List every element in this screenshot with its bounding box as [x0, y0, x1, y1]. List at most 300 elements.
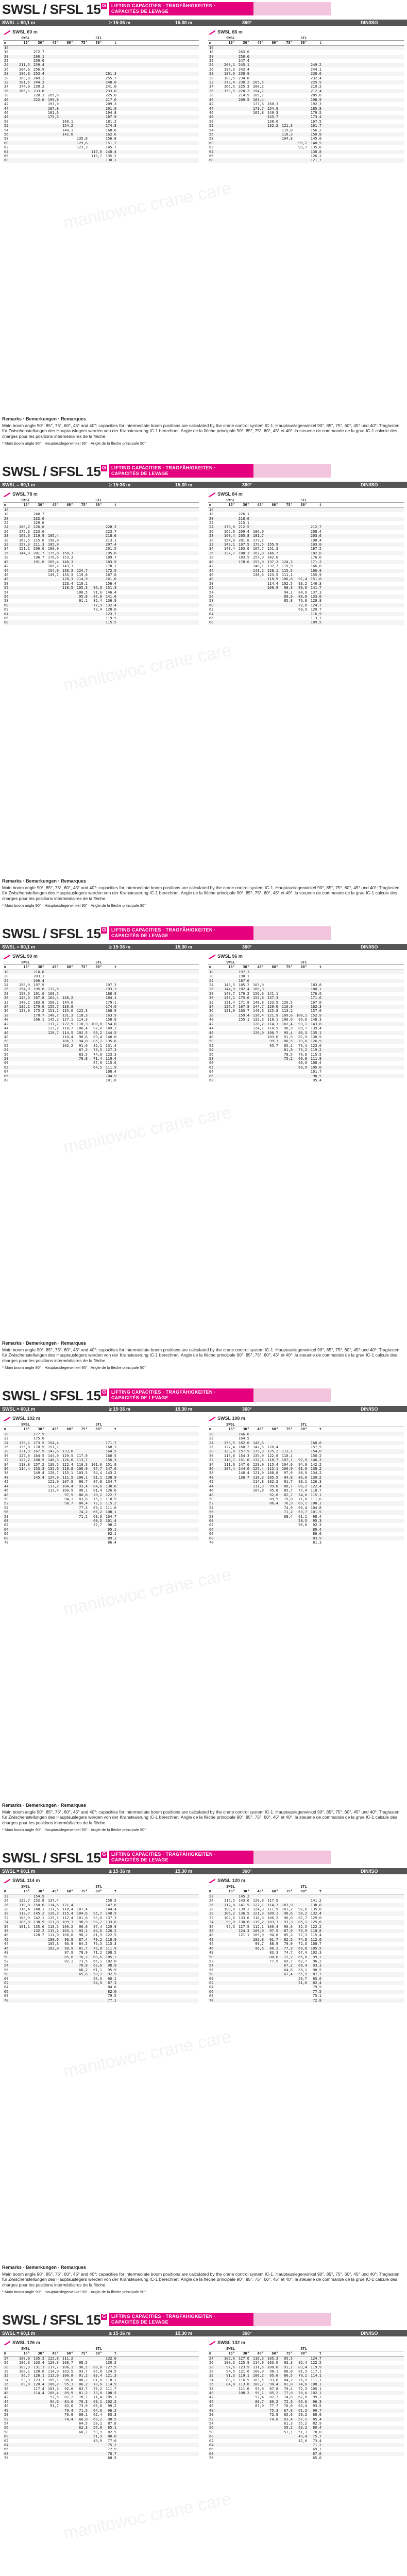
table-row	[3, 145, 199, 149]
table-row	[208, 89, 404, 93]
table-cell	[293, 1454, 308, 1458]
table-cell: 118,1	[267, 1018, 278, 1022]
table-cell	[45, 128, 59, 132]
table-cell	[59, 1536, 74, 1540]
table-cell: 93,5	[313, 2404, 321, 2409]
table-cell: 54,0	[93, 1980, 102, 1985]
table-cell: 109,1	[267, 1911, 278, 1916]
table-cell	[45, 46, 59, 50]
table-cell	[221, 1476, 235, 1480]
table-row	[3, 1506, 199, 1510]
table-cell	[250, 2443, 264, 2447]
table-cell: 135,6	[33, 1924, 44, 1929]
table-cell: 82,0	[64, 2404, 73, 2409]
table-cell: 76,9	[64, 2413, 73, 2417]
table-cell: 121,7	[310, 158, 321, 163]
table-cell	[279, 115, 293, 119]
group-header-cell	[74, 960, 88, 964]
table-cell: 44	[209, 2399, 214, 2404]
table-cell	[235, 2447, 250, 2451]
table-cell: 79,5	[108, 1994, 116, 1998]
table-cell	[88, 564, 103, 568]
table-cell: 34	[4, 2378, 9, 2382]
model-badge: G	[101, 1852, 107, 1858]
remarks-footnote: * Main boom angle 90° · Hauptauslegerwinkel 90° · Angle de la flèche principale 90°	[2, 903, 146, 908]
table-cell: 96,3	[313, 2399, 321, 2404]
table-cell: 52	[209, 586, 214, 590]
table-cell: 115,2	[47, 1929, 59, 1934]
column-header-cell: m	[4, 1889, 7, 1894]
table-cell	[45, 979, 59, 983]
table-cell: 40	[4, 97, 9, 102]
table-cell: 171,7	[252, 106, 264, 111]
table-cell: 119,9	[281, 564, 293, 569]
table-cell: 179,2	[238, 991, 249, 996]
table-cell	[45, 2417, 59, 2421]
table-row	[208, 2439, 404, 2443]
table-cell: 166,1	[19, 89, 30, 93]
table-row	[3, 1528, 199, 1532]
table-cell: 121,3	[281, 124, 293, 128]
left-config-text: SWSL 126 m	[12, 2340, 40, 2345]
table-cell	[30, 1074, 45, 1078]
table-cell	[322, 987, 336, 991]
table-cell: 97,5	[64, 1493, 73, 1497]
table-cell	[264, 512, 279, 516]
table-cell	[322, 508, 336, 512]
table-cell: 30	[4, 996, 9, 1001]
table-cell: 89,4	[93, 1035, 102, 1039]
table-cell	[235, 2413, 250, 2417]
table-cell: 75,2	[284, 1056, 293, 1061]
table-row	[208, 145, 404, 149]
table-cell: 32	[4, 80, 9, 85]
table-cell: 115,7	[224, 1458, 235, 1463]
table-cell	[59, 84, 74, 89]
table-cell	[30, 1946, 45, 1951]
table-cell	[264, 150, 279, 154]
table-cell: 64	[209, 612, 214, 616]
table-cell: 105,5	[267, 1475, 278, 1480]
table-cell: 107,8	[252, 1488, 264, 1493]
table-cell	[117, 525, 131, 529]
table-cell	[293, 979, 308, 983]
table-cell	[30, 1497, 45, 1501]
table-cell: 52	[4, 1043, 9, 1048]
table-cell	[117, 569, 131, 573]
column-header-cell: t	[114, 965, 116, 970]
model-badge: G	[101, 2314, 107, 2320]
table-cell	[30, 620, 45, 624]
table-row	[208, 1009, 404, 1013]
table-cell: 49,4	[298, 2434, 307, 2439]
table-cell	[30, 154, 45, 158]
group-header-cell: STL	[95, 1885, 102, 1889]
table-cell: 217,0	[105, 97, 116, 102]
table-cell	[250, 46, 264, 50]
table-cell: 62	[4, 1980, 9, 1985]
table-cell	[117, 2365, 131, 2369]
table-cell: 30	[4, 1453, 9, 1458]
table-cell: 62	[209, 2438, 214, 2443]
right-capacity-table	[208, 952, 404, 1082]
table-cell	[88, 1005, 103, 1009]
table-row	[3, 1022, 199, 1026]
table-cell	[103, 1432, 117, 1436]
table-row	[208, 72, 404, 76]
table-cell	[74, 2357, 88, 2361]
table-cell: 162,6	[105, 132, 116, 137]
table-cell	[221, 1074, 235, 1078]
table-cell	[279, 992, 293, 996]
table-cell	[264, 1523, 279, 1527]
table-cell	[322, 1484, 336, 1488]
table-cell: 112,1	[267, 1467, 278, 1471]
table-cell: 52	[4, 1959, 9, 1963]
table-cell	[221, 50, 235, 54]
table-row	[3, 2447, 199, 2451]
table-cell	[59, 2456, 74, 2460]
table-cell	[235, 1484, 250, 1488]
table-cell: 111,2	[62, 2356, 73, 2361]
table-cell	[117, 1458, 131, 1462]
table-cell	[293, 547, 308, 551]
table-cell	[45, 1994, 59, 1998]
table-cell	[264, 1065, 279, 1070]
group-header-cell	[59, 1422, 74, 1427]
table-cell: 87,0	[255, 2404, 264, 2409]
table-cell	[74, 2434, 88, 2438]
table-cell	[279, 50, 293, 54]
table-cell: 76,9	[284, 1501, 293, 1506]
table-cell	[235, 1488, 250, 1493]
table-cell: 83,6	[79, 1497, 88, 1501]
watermark-text: manitowoc crane care	[61, 2488, 233, 2544]
table-cell: 117,5	[267, 1899, 278, 1903]
table-cell: 145,2	[33, 1911, 44, 1916]
table-cell: 50	[209, 1955, 214, 1959]
table-cell	[59, 974, 74, 978]
table-cell: 94,5	[226, 2369, 235, 2374]
table-cell: 151,3	[267, 547, 278, 551]
table-cell	[16, 1929, 30, 1933]
table-cell: 24	[4, 1899, 9, 1903]
table-group-header	[3, 1422, 199, 1427]
right-config-label	[208, 1876, 404, 1885]
table-cell	[264, 620, 279, 624]
table-cell	[59, 2430, 74, 2434]
table-cell	[30, 1972, 45, 1976]
table-cell: 76,8	[298, 599, 307, 603]
table-cell	[293, 1078, 308, 1082]
table-cell	[322, 1938, 336, 1942]
table-cell: 122,5	[105, 1933, 116, 1938]
table-cell: 44	[209, 1942, 214, 1946]
table-cell: 98,6	[284, 1911, 293, 1916]
table-cell	[308, 59, 322, 63]
table-cell	[16, 1074, 30, 1078]
table-cell	[59, 145, 74, 149]
table-cell: 151,2	[105, 141, 116, 145]
table-cell	[322, 1432, 336, 1436]
table-cell: 83,5	[79, 1052, 88, 1057]
table-cell	[16, 1018, 30, 1022]
table-row	[208, 1061, 404, 1065]
table-cell: 78,6	[93, 2382, 102, 2387]
table-cell	[45, 2421, 59, 2426]
table-row	[3, 76, 199, 80]
table-cell	[235, 124, 250, 128]
table-cell	[279, 2456, 293, 2460]
table-cell	[74, 128, 88, 132]
table-cell: 102,6	[224, 1916, 235, 1920]
table-cell	[30, 2447, 45, 2451]
table-cell	[103, 517, 117, 521]
table-row	[208, 137, 404, 141]
table-cell: 93,2	[93, 1030, 102, 1035]
table-cell	[322, 98, 336, 102]
table-cell: 162,6	[238, 1440, 249, 1445]
table-cell	[45, 1998, 59, 2003]
table-cell: 201,9	[105, 106, 116, 111]
table-cell: 52	[209, 1959, 214, 1963]
table-cell: 66	[209, 2447, 214, 2452]
table-cell: 134,5	[47, 1903, 59, 1907]
table-cell: 26	[209, 67, 214, 72]
table-cell	[45, 1053, 59, 1057]
table-cell: 96,3	[93, 586, 102, 590]
table-cell: 195,6	[105, 551, 116, 555]
table-cell: 170,6	[47, 555, 59, 560]
left-config-label	[3, 28, 199, 36]
table-cell: 93,1	[298, 1022, 307, 1026]
table-row	[3, 992, 199, 996]
table-cell	[250, 616, 264, 620]
table-cell: 99,0	[226, 1920, 235, 1925]
table-cell: 62	[209, 145, 214, 150]
group-header-cell: STL	[95, 2347, 102, 2351]
table-cell: 56	[4, 2426, 9, 2430]
table-cell	[264, 128, 279, 132]
table-cell: 96,0	[79, 1924, 88, 1929]
table-cell	[279, 111, 293, 115]
table-cell: 168,3	[105, 1445, 116, 1450]
table-row	[3, 93, 199, 97]
model-title: SWSL / SFSL 15	[2, 464, 101, 479]
table-cell	[117, 2413, 131, 2417]
table-row	[208, 1515, 404, 1519]
table-cell	[221, 1985, 235, 1989]
table-cell	[221, 2443, 235, 2447]
table-cell: 115,2	[105, 1501, 116, 1506]
column-header-cell: 15°	[228, 965, 235, 970]
table-row	[208, 620, 404, 624]
table-cell: 24	[209, 2356, 214, 2361]
table-cell: 121,6	[238, 2369, 249, 2374]
table-cell	[293, 158, 308, 162]
table-cell	[45, 2413, 59, 2417]
table-row	[3, 1436, 199, 1440]
table-cell	[250, 1044, 264, 1048]
group-header-cell	[264, 498, 279, 502]
table-cell	[235, 1057, 250, 1061]
column-header-cell: 75°	[286, 1889, 293, 1894]
right-capacity-table	[208, 1876, 404, 2003]
table-cell: 100,6	[267, 2365, 278, 2369]
table-row	[3, 128, 199, 132]
table-cell	[322, 1057, 336, 1061]
table-cell: 230,2	[238, 80, 249, 85]
table-cell	[250, 158, 264, 162]
table-cell: 165,8	[252, 110, 264, 115]
table-cell	[45, 2434, 59, 2438]
table-cell	[117, 158, 131, 162]
table-row	[3, 1925, 199, 1929]
table-cell	[16, 120, 30, 124]
table-cell	[45, 612, 59, 616]
table-cell	[117, 1432, 131, 1436]
table-row	[3, 1005, 199, 1009]
table-column-header	[208, 1427, 404, 1432]
table-cell: 70	[4, 1998, 9, 2003]
table-cell	[74, 983, 88, 987]
table-cell: 157,5	[310, 1445, 321, 1450]
table-cell	[88, 620, 103, 624]
watermark-text: manitowoc crane care	[61, 1102, 233, 1158]
table-row	[208, 1501, 404, 1505]
table-cell: 143,6	[238, 1899, 249, 1903]
table-cell: 86,4	[108, 1540, 116, 1545]
table-cell: 36	[4, 1924, 9, 1929]
table-cell: 160,9	[33, 1458, 44, 1463]
table-cell: 142,0	[62, 132, 73, 137]
table-cell: 100,8	[91, 1022, 102, 1026]
table-cell	[322, 1990, 336, 1994]
table-cell	[279, 80, 293, 84]
table-cell: 53,7	[298, 1976, 307, 1981]
table-cell: 226,1	[238, 512, 249, 517]
table-cell: 72,8	[313, 1998, 321, 2003]
table-row	[3, 1916, 199, 1920]
table-row	[3, 2452, 199, 2456]
table-cell	[308, 979, 322, 983]
table-cell: 115,5	[224, 1899, 235, 1903]
table-cell: 93,4	[79, 1484, 88, 1488]
table-cell: 177,9	[33, 1432, 44, 1436]
table-cell	[250, 1506, 264, 1510]
table-cell: 48	[209, 1951, 214, 1955]
header-banner-fill	[253, 464, 331, 478]
table-row	[3, 1013, 199, 1018]
table-cell: 183,5	[238, 555, 249, 560]
table-cell: 171,6	[310, 996, 321, 1001]
table-cell	[117, 979, 131, 983]
table-cell	[117, 1515, 131, 1519]
table-cell: 76,5	[93, 1942, 102, 1946]
table-cell	[235, 2439, 250, 2443]
table-cell: 60,9	[298, 1065, 307, 1070]
table-cell	[221, 1065, 235, 1070]
table-cell	[45, 607, 59, 612]
table-cell: 228,3	[105, 525, 116, 530]
table-cell	[30, 1998, 45, 2003]
table-cell	[279, 1061, 293, 1065]
table-cell	[16, 1044, 30, 1048]
table-cell	[279, 555, 293, 560]
table-cell	[16, 582, 30, 586]
table-cell	[221, 586, 235, 590]
table-cell: 147,6	[47, 1449, 59, 1454]
watermark-text: manitowoc crane care	[61, 178, 233, 233]
table-row	[208, 616, 404, 620]
table-cell	[30, 573, 45, 577]
table-cell: 138,9	[105, 1475, 116, 1480]
column-header-cell: 30°	[38, 1889, 44, 1894]
table-cell	[16, 2395, 30, 2399]
table-cell	[279, 1074, 293, 1078]
table-row	[3, 1920, 199, 1924]
table-cell	[264, 1436, 279, 1440]
table-cell: 90,6	[284, 1924, 293, 1929]
table-cell: 26	[209, 2361, 214, 2365]
table-cell: 64	[4, 149, 9, 154]
column-header-cell: 75°	[81, 965, 88, 970]
table-cell	[322, 1519, 336, 1523]
table-cell: 72,3	[284, 2399, 293, 2404]
table-cell: 115,4	[310, 1933, 321, 1938]
table-cell	[235, 115, 250, 119]
table-cell: 60	[4, 1976, 9, 1981]
table-cell	[264, 1540, 279, 1545]
table-cell: 97,9	[255, 2386, 264, 2391]
table-cell: 30	[209, 1911, 214, 1916]
table-cell	[264, 599, 279, 603]
table-cell	[59, 1048, 74, 1052]
table-cell: 118,4	[62, 1907, 73, 1912]
table-cell	[74, 98, 88, 102]
group-header-cell	[59, 498, 74, 502]
table-cell: 154,3	[238, 1453, 249, 1458]
column-header-cell: m	[4, 2351, 7, 2356]
table-cell: 68	[4, 1994, 9, 1998]
table-cell: 38	[209, 1471, 214, 1476]
table-cell	[279, 1432, 293, 1436]
group-header-cell: SWSL	[226, 960, 235, 964]
model-title: SWSL / SFSL 15	[2, 2, 101, 17]
table-cell: 24	[209, 1440, 214, 1445]
table-cell	[322, 620, 336, 624]
table-cell	[322, 555, 336, 560]
table-cell: 187,9	[105, 115, 116, 120]
table-cell: 71,2	[313, 2443, 321, 2447]
table-row	[208, 590, 404, 595]
table-cell: 253,4	[33, 72, 44, 76]
table-cell	[117, 1985, 131, 1989]
table-cell: 36	[4, 2382, 9, 2387]
table-cell	[59, 137, 74, 141]
table-cell	[30, 1523, 45, 1527]
table-cell: 108,1	[310, 1501, 321, 1506]
table-cell: 86,0	[298, 1475, 307, 1480]
table-cell: 76,4	[298, 1043, 307, 1048]
table-cell	[117, 115, 131, 119]
table-cell	[59, 67, 74, 72]
table-cell	[59, 107, 74, 111]
left-config-label	[3, 952, 199, 960]
table-cell: 48	[4, 1951, 9, 1955]
table-cell	[250, 1523, 264, 1527]
table-cell	[322, 996, 336, 1000]
